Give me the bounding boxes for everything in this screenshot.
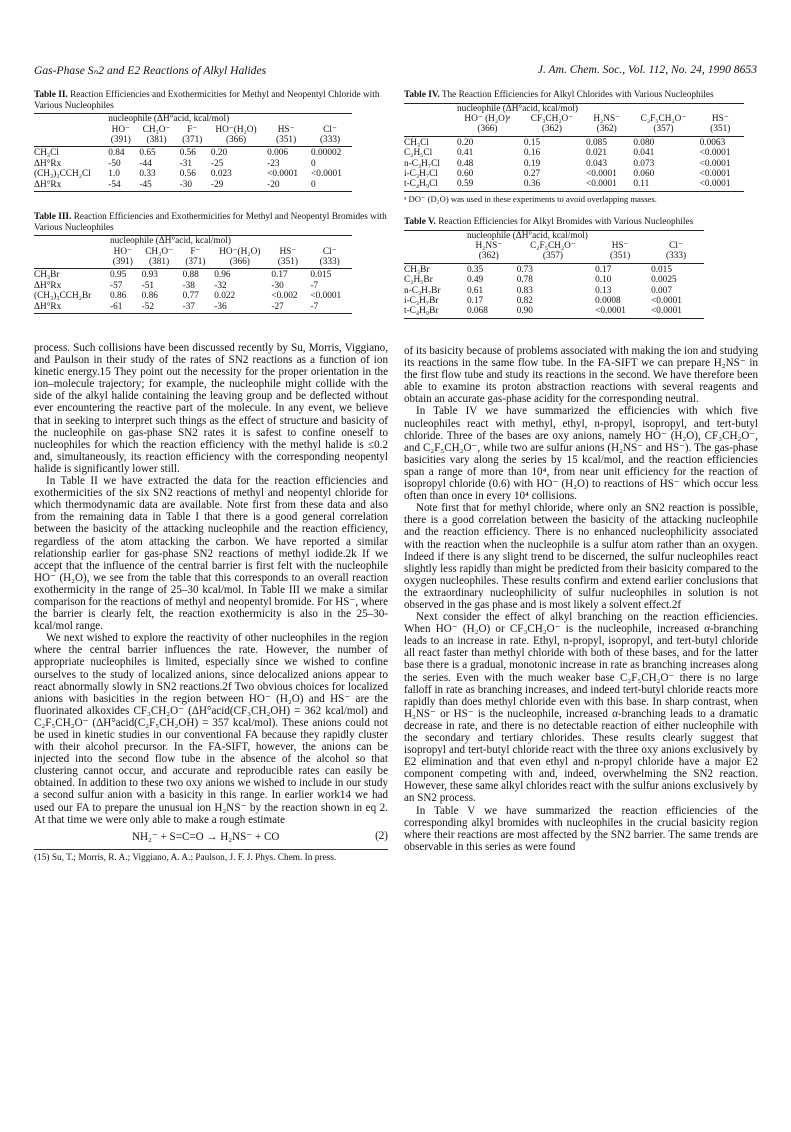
t4-acid: (357) xyxy=(653,124,674,135)
body-paragraph: process. Such collisions have been discussed recently by Su, Morris, Viggiano, and Paulson in their study of the rates of SN2 reactions as a function of ion kinetic energy.15 They point out the necessity for the proper orientation in the ion–molecule trajectory; for example, the nucleophile might collide with the side of the alkyl halide containing the leaving group and be deflected without ever encountering the reactive part of the molecule. In any event, we believe that in seeking to interpret such things as the effect of structure and basicity of the nucleophile on gas-phase SN2 rates it is safest to confine oneself to nucleophiles for which the reaction efficiency with the methyl halide is ≤0.2 and, simultaneously, its reaction efficiency with the corresponding neopentyl halide is significantly lower still. xyxy=(34,342,388,475)
t3-acid: (333) xyxy=(319,257,340,267)
t4-col: H₂NS⁻ xyxy=(593,114,621,124)
table-row: n-C₃H₇Cl 0.48 0.19 0.043 0.073 <0.0001 xyxy=(404,158,731,169)
equation-number: (2) xyxy=(375,829,388,842)
t2-acid: (381) xyxy=(146,135,167,145)
t2-col: CH₃O⁻ xyxy=(142,124,171,135)
t2-acid: (366) xyxy=(225,135,247,145)
table-row: CH₃Br 0.95 0.93 0.88 0.96 0.17 0.015 xyxy=(34,269,352,281)
table-row: CH₃Cl 0.20 0.15 0.085 0.080 0.0063 xyxy=(404,136,744,148)
t3-col: Cl⁻ xyxy=(322,246,337,257)
table-row: C₂H₅Cl 0.41 0.16 0.021 0.041 <0.0001 xyxy=(404,148,731,159)
t5-acid: (362) xyxy=(478,251,499,262)
t2-col: HO⁻(H₂O) xyxy=(215,124,257,135)
t5-acid: (357) xyxy=(542,251,563,262)
t5-acid: (333) xyxy=(665,251,687,262)
table-4-caption: Table IV. The Reaction Efficiencies for Alkyl Chlorides with Various Nucleophiles xyxy=(404,90,714,100)
t4-col: HS⁻ xyxy=(711,114,729,124)
table-5-grid xyxy=(404,230,704,319)
table-row: i-C₃H₇Br 0.17 0.82 0.0008 <0.0001 xyxy=(404,296,682,307)
t3-acid: (391) xyxy=(112,257,133,267)
table-2-group: nucleophile (ΔH°acid, kcal/mol) xyxy=(105,114,352,125)
table-row: C₂H₅Br 0.49 0.78 0.10 0.0025 xyxy=(404,275,677,286)
table-2 xyxy=(34,90,388,202)
table-3-caption: Table III. Reaction Efficiencies and Exothermicities for Methyl and Neopentyl Bromides with Various Nucleophiles xyxy=(34,212,387,233)
table-row: t-C₄H₉Cl 0.59 0.36 <0.0001 0.11 <0.0001 xyxy=(404,179,744,191)
t2-col: F⁻ xyxy=(187,124,198,135)
body-paragraph: In Table V we have summarized the reaction efficiencies of the corresponding alkyl bromides with nucleophiles in the crucial basicity region where their reactions are most affected by the SN2 barrier. The same trends are observable in this series as were found xyxy=(404,804,758,853)
t3-col: HO⁻(H₂O) xyxy=(219,246,261,257)
t5-col: C₂F₅CH₂O⁻ xyxy=(530,241,576,251)
table-row: CH₃Br 0.35 0.73 0.17 0.015 xyxy=(404,263,704,275)
t2-acid: (391) xyxy=(110,135,131,145)
body-paragraph: In Table IV we have summarized the efficiencies with which five nucleophiles react with methyl, ethyl, n-propyl, isopropyl, and tert-butyl chloride. Three of the bases are oxy anions, namely HO⁻ (H₂O), CF₃CH₂O⁻, and C₂F₅CH₂O⁻, while two are sulfur anions (H₂NS⁻ and HS⁻). The gas-phase basicities vary along the series by 15 kcal/mol, and the reaction efficiencies span a range of more than 10⁴, from near unit efficiency for the reaction of isopropyl chloride (0.6) with HO⁻ (H₂O) to reactions of HS⁻ which occur less often than once in every 10⁴ collisions. xyxy=(404,405,758,503)
table-row: (CH₃)₃CCH₂Br 0.86 0.86 0.77 0.022 <0.002 <0.0001 xyxy=(34,291,342,302)
table-row: ΔH°Rx -57 -51 -38 -32 -30 -7 xyxy=(34,280,319,291)
table-row: CH₃Cl 0.84 0.65 0.56 0.20 0.006 0.00002 xyxy=(34,147,352,159)
t3-col: CH₃O⁻ xyxy=(145,246,173,257)
t5-acid: (351) xyxy=(610,251,631,262)
table-3 xyxy=(34,212,388,342)
equation-text: NH₂⁻ + S=C=O → H₂NS⁻ + CO xyxy=(132,830,280,843)
table-row: t-C₄H₉Br 0.068 0.90 <0.0001 <0.0001 xyxy=(404,306,704,318)
body-paragraph: of its basicity because of problems associated with making the ion and studying its reactions in the same flow tube. In the FA-SIFT we can prepare H₂NS⁻ in the first flow tube and study its reactions in the second. We have therefore been able to examine its proton abstraction reactions with several reagents and obtain an accurate gas-phase acidity for the corresponding neutral. xyxy=(404,345,758,406)
t3-acid: (371) xyxy=(185,257,206,267)
table-row: i-C₃H₇Cl 0.60 0.27 <0.0001 0.060 <0.0001 xyxy=(404,169,731,180)
header-right: J. Am. Chem. Soc., Vol. 112, No. 24, 1990 8653 xyxy=(537,63,757,76)
table-5-caption: Table V. Reaction Efficiencies for Alkyl Bromides with Various Nucleophiles xyxy=(404,217,694,227)
t4-col: CF₃CH₂O⁻ xyxy=(530,114,574,124)
t5-col: H₂NS⁻ xyxy=(475,241,503,251)
table-row: n-C₃H₇Br 0.61 0.83 0.13 0.007 xyxy=(404,285,672,296)
t4-acid: (351) xyxy=(710,124,731,135)
t4-col: HO⁻ (H₂O)ᵃ xyxy=(464,114,511,124)
table-4-grid xyxy=(404,103,744,192)
table-3-grid xyxy=(34,235,352,314)
header-left: Gas-Phase Sₙ​2 and E2 Reactions of Alkyl Halides xyxy=(34,64,267,77)
table-4-footnote: ᵃ DO⁻ (D₂O) was used in these experiments to avoid overlapping masses. xyxy=(404,193,657,204)
running-header xyxy=(34,63,757,79)
left-column xyxy=(34,90,388,863)
t3-col: HS⁻ xyxy=(279,246,297,257)
t4-acid: (362) xyxy=(596,124,617,135)
table-row: (CH₃)₃CCH₂Cl 1.0 0.33 0.56 0.023 <0.0001 <0.0001 xyxy=(34,169,342,180)
table-3-group: nucleophile (ΔH°acid, kcal/mol) xyxy=(107,236,352,247)
table-5-group: nucleophile (ΔH°acid, kcal/mol) xyxy=(464,230,704,241)
body-paragraph: We next wished to explore the reactivity of other nucleophiles in the region where the central barrier influences the rate. However, the number of appropriate nucleophiles is limited, especially since we wished to confine ourselves to the study of localized anions, since delocalized anions appear to react abnormally slowly in SN2 reactions.2f Two obvious choices for localized anions with basicities in the region between HO⁻ (H₂O) and HS⁻ are the fluorinated alkoxides CF₃CH₂O⁻ (ΔH°acid(CF₃CH₂OH) = 362 kcal/mol) and C₂F₅CH₂O⁻ (ΔH°acid(C₂F₅CH₂OH) = 357 kcal/mol). These anions could not be used in kinetic studies in our conventional FA because they rapidly cluster with their alcohol precursor. In the FA-SIFT, however, the anions can be injected into the second flow tube in the absence of the alcohol so that clustering cannot occur, and accurate and reproducible rates can easily be obtained. In addition to these two oxy anions we wished to include in our study a second sulfur anion with a basicity in this range. In earlier work14 we had used our FA to prepare the unusual ion H₂NS⁻ by the reaction shown in eq 2. At that time we were only able to make a rough estimate xyxy=(34,632,388,826)
t4-acid: (362) xyxy=(541,124,563,135)
table-row: ΔH°Rx -50 -44 -31 -25 -23 0 xyxy=(34,158,316,169)
right-column xyxy=(404,90,758,853)
t5-col: HS⁻ xyxy=(611,241,629,251)
t3-acid: (366) xyxy=(229,257,250,267)
t3-col: F⁻ xyxy=(190,246,201,257)
t2-acid: (333) xyxy=(319,135,341,145)
table-4-group: nucleophile (ΔH°acid, kcal/mol) xyxy=(454,103,744,114)
t2-acid: (351) xyxy=(276,135,297,145)
t3-acid: (351) xyxy=(277,257,298,267)
body-paragraph: In Table II we have extracted the data for the reaction efficiencies and exothermicities of the six SN2 reactions of methyl and neopentyl chloride for which thermodynamic data are available. Note first from these data and also from the remaining data in Table I that there is a good general correlation between the basicity of the attacking nucleophile and the reaction efficiency, regardless of the atom attacking the carbon. We have reported a similar relationship earlier for gas-phase SN2 reactions of methyl iodide.2k If we accept that the influence of the central barrier is first felt with the nucleophile HO⁻ (H₂O), we see from the table that this corresponds to an overall reaction exothermicity in the range of 25–30 kcal/mol. In Table III we make a similar comparison for the reactions of methyl and neopentyl bromide. For HS⁻, where the barrier is clearly felt, the reaction exothermicity is also in the 25–30-kcal/mol range. xyxy=(34,475,388,633)
footnote-reference: (15) Su, T.; Morris, R. A.; Viggiano, A. A.; Paulson, J. F. J. Phys. Chem. In press. xyxy=(34,849,388,864)
t2-col: Cl⁻ xyxy=(323,124,337,135)
t4-acid: (366) xyxy=(477,124,498,135)
body-paragraph: Next consider the effect of alkyl branching on the reaction efficiencies. When HO⁻ (H₂O) or CF₃CH₂O⁻ is the nucleophile, increased α-branching leads to an increase in rate. Ethyl, n-propyl, isopropyl, and tert-butyl chloride all react faster than methyl chloride with both of these bases, and for the latter base there is a gradual, monotonic increase in rate as branching increases along the series. Even with the much weaker base C₂F₅CH₂O⁻ there is no large falloff in rate as branching increases, and indeed tert-butyl chloride reacts more rapidly than does methyl chloride even with this base. In sharp contrast, when H₂NS⁻ or HS⁻ is the nucleophile, increased α-branching leads to a dramatic decrease in rate, and there is no detectable reaction of either nucleophile with the secondary and tertiary chlorides. These results clearly suggest that isopropyl and tert-butyl chloride react with the three oxy anions exclusively by E2 elimination and that even ethyl and n-propyl chloride have a major E2 component competing with and, indeed, overwhelming the SN2 reaction. However, these same alkyl chlorides react with the sulfur anions exclusively by an SN2 process. xyxy=(404,611,758,805)
t2-col: HS⁻ xyxy=(277,124,295,135)
table-row: ΔH°Rx -61 -52 -37 -36 -27 -7 xyxy=(34,302,352,314)
t4-col: C₂F₅CH₂O⁻ xyxy=(640,114,687,124)
table-4 xyxy=(404,90,758,205)
t3-col: HO⁻ xyxy=(113,246,132,257)
t2-acid: (371) xyxy=(182,135,203,145)
body-paragraph: Note first that for methyl chloride, where only an SN2 reaction is possible, there is a good correlation between the basicity of the attacking nucleophile and the reaction efficiency. There is no enhanced nucleophilicity associated with the reaction when the nucleophile is a sulfur atom rather than an oxygen. Indeed if there is any slight trend to be discerned, the sulfur nucleophiles react slightly less rapidly than might be predicted from their basicity compared to the oxygen nucleophiles. These results confirm and extend earlier conclusions that the extraordinary nucleophilicity of sulfur nucleophiles in solution is not observed in the gas phase and is most likely a solvent effect.2f xyxy=(404,502,758,611)
t3-acid: (381) xyxy=(149,257,170,267)
table-2-grid xyxy=(34,113,352,192)
t5-col: Cl⁻ xyxy=(669,241,683,251)
equation-2 xyxy=(34,829,388,845)
table-row: ΔH°Rx -54 -45 -30 -29 -20 0 xyxy=(34,180,352,192)
table-2-caption: Table II. Reaction Efficiencies and Exothermicities for Methyl and Neopentyl Chloride with Various Nucleophiles xyxy=(34,90,380,111)
table-5 xyxy=(404,217,758,345)
t2-col: HO⁻ xyxy=(111,124,130,135)
